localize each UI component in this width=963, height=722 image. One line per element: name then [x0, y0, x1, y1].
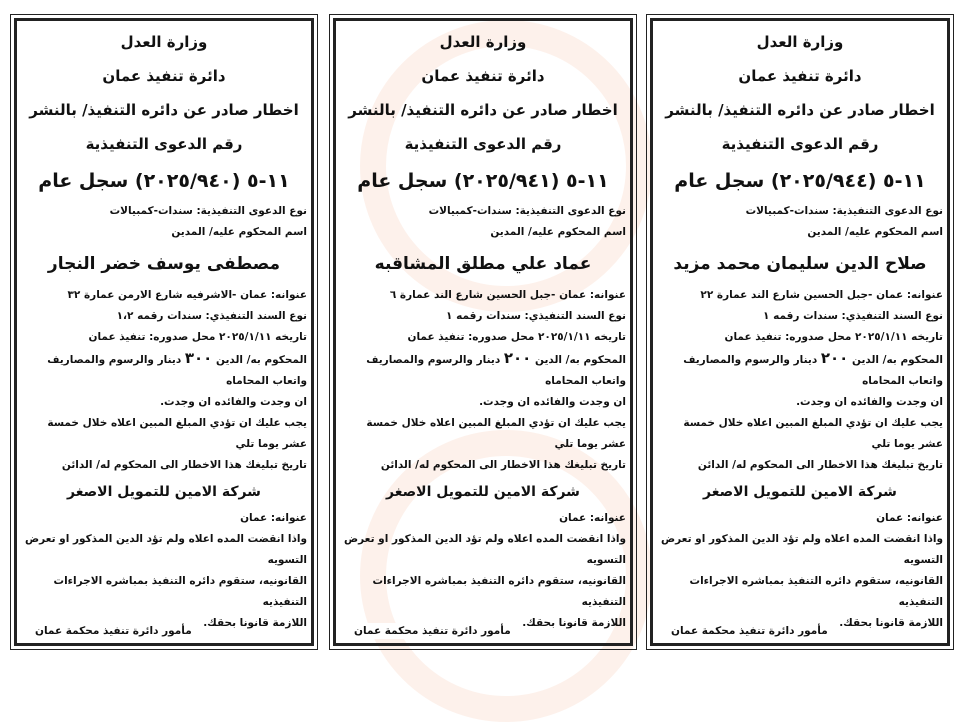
warning-line: واذا انقضت المده اعلاه ولم تؤد الدين المذكور او تعرض التسويه: [343, 533, 626, 566]
signature: مأمور دائرة تنفيذ محكمة عمان: [667, 623, 832, 639]
judgment-prefix: المحكوم به/ الدين: [216, 354, 307, 366]
date-line: تاريخه ٢٠٢٥/١/١١ محل صدوره: تنفيذ عمان: [88, 331, 307, 343]
judgment-suffix: دينار والرسوم والمصاريف واتعاب المحاماه: [47, 354, 307, 387]
warning-line: القانونيه، ستقوم دائره التنفيذ بمباشره الاجراءات التنفيذيه: [689, 575, 943, 608]
creditor-name: شركة الامين للتمويل الاصغر: [703, 484, 897, 500]
debtor-name: مصطفى يوسف خضر النجار: [47, 254, 281, 274]
debtor-address: عنوانه: عمان -الاشرفيه شارع الارمن عمارة ٣٢: [67, 289, 307, 301]
interest-line: ان وجدت والفائده ان وجدت.: [160, 396, 307, 408]
debtor-name: صلاح الدين سليمان محمد مزيد: [673, 254, 927, 274]
judgment-amount: ٣٠٠: [184, 349, 213, 367]
debtor-label: اسم المحكوم عليه/ المدين: [490, 226, 626, 238]
judgment-line: [17, 348, 311, 392]
judgment-amount: ٢٠٠: [820, 349, 849, 367]
legal-notice-panel: [333, 18, 633, 646]
ministry-heading: وزارة العدل: [439, 33, 527, 51]
department-heading: دائرة تنفيذ عمان: [102, 67, 226, 85]
case-number: ١١-٥ (٢٠٢٥/٩٤٠) سجل عام: [38, 170, 290, 192]
case-label: رقم الدعوى التنفيذية: [404, 135, 562, 153]
creditor-address: عنوانه: عمان: [559, 512, 626, 524]
case-type: نوع الدعوى التنفيذية: سندات-كمبيالات: [109, 205, 307, 217]
notice-title: اخطار صادر عن دائره التنفيذ/ بالنشر: [348, 101, 618, 119]
department-heading: دائرة تنفيذ عمان: [421, 67, 545, 85]
date-line: تاريخه ٢٠٢٥/١/١١ محل صدوره: تنفيذ عمان: [407, 331, 626, 343]
case-type: نوع الدعوى التنفيذية: سندات-كمبيالات: [745, 205, 943, 217]
warning-line: اللازمة قانونا بحقك.: [522, 617, 626, 629]
warning-line: اللازمة قانونا بحقك.: [203, 617, 307, 629]
date-line: تاريخه ٢٠٢٥/١/١١ محل صدوره: تنفيذ عمان: [724, 331, 943, 343]
interest-line: ان وجدت والفائده ان وجدت.: [796, 396, 943, 408]
payment-line: تاريخ تبليغك هذا الاخطار الى المحكوم له/ الدائن: [380, 459, 626, 471]
notice-title: اخطار صادر عن دائره التنفيذ/ بالنشر: [29, 101, 299, 119]
bond-type: نوع السند التنفيذي: سندات رقمه ١: [446, 310, 626, 322]
debtor-label: اسم المحكوم عليه/ المدين: [171, 226, 307, 238]
debtor-label: اسم المحكوم عليه/ المدين: [807, 226, 943, 238]
creditor-address: عنوانه: عمان: [876, 512, 943, 524]
bond-type: نوع السند التنفيذي: سندات رقمه ١: [763, 310, 943, 322]
payment-line: يجب عليك ان تؤدي المبلغ المبين اعلاه خلال خمسة عشر يوما تلي: [683, 417, 943, 450]
creditor-address: عنوانه: عمان: [240, 512, 307, 524]
creditor-name: شركة الامين للتمويل الاصغر: [67, 484, 261, 500]
legal-notice-panel: [14, 18, 314, 646]
warning-line: واذا انقضت المده اعلاه ولم تؤد الدين المذكور او تعرض التسويه: [660, 533, 943, 566]
case-type: نوع الدعوى التنفيذية: سندات-كمبيالات: [428, 205, 626, 217]
department-heading: دائرة تنفيذ عمان: [738, 67, 862, 85]
debtor-address: عنوانه: عمان -جبل الحسين شارع الند عمارة ٢٢: [700, 289, 943, 301]
notice-title: اخطار صادر عن دائره التنفيذ/ بالنشر: [665, 101, 935, 119]
payment-line: يجب عليك ان تؤدي المبلغ المبين اعلاه خلال خمسة عشر يوما تلي: [47, 417, 307, 450]
debtor-name: عماد علي مطلق المشاقبه: [374, 254, 592, 274]
case-number: ١١-٥ (٢٠٢٥/٩٤٤) سجل عام: [674, 170, 926, 192]
ministry-heading: وزارة العدل: [756, 33, 844, 51]
judgment-suffix: دينار والرسوم والمصاريف واتعاب المحاماه: [366, 354, 626, 387]
warning-line: اللازمة قانونا بحقك.: [839, 617, 943, 629]
interest-line: ان وجدت والفائده ان وجدت.: [479, 396, 626, 408]
judgment-suffix: دينار والرسوم والمصاريف واتعاب المحاماه: [683, 354, 943, 387]
judgment-prefix: المحكوم به/ الدين: [852, 354, 943, 366]
warning-line: واذا انقضت المده اعلاه ولم تؤد الدين المذكور او تعرض التسويه: [24, 533, 307, 566]
case-number: ١١-٥ (٢٠٢٥/٩٤١) سجل عام: [357, 170, 609, 192]
judgment-line: [653, 348, 947, 392]
payment-line: يجب عليك ان تؤدي المبلغ المبين اعلاه خلال خمسة عشر يوما تلي: [366, 417, 626, 450]
legal-notice-panel: [650, 18, 950, 646]
debtor-address: عنوانه: عمان -جبل الحسين شارع الند عمارة ٦: [389, 289, 626, 301]
case-label: رقم الدعوى التنفيذية: [85, 135, 243, 153]
signature: مأمور دائرة تنفيذ محكمة عمان: [31, 623, 196, 639]
warning-line: القانونيه، ستقوم دائره التنفيذ بمباشره الاجراءات التنفيذيه: [372, 575, 626, 608]
creditor-name: شركة الامين للتمويل الاصغر: [386, 484, 580, 500]
ministry-heading: وزارة العدل: [120, 33, 208, 51]
bond-type: نوع السند التنفيذي: سندات رقمه ١،٢: [116, 310, 307, 322]
warning-line: القانونيه، ستقوم دائره التنفيذ بمباشره الاجراءات التنفيذيه: [53, 575, 307, 608]
judgment-line: [336, 348, 630, 392]
payment-line: تاريخ تبليغك هذا الاخطار الى المحكوم له/ الدائن: [61, 459, 307, 471]
judgment-amount: ٢٠٠: [503, 349, 532, 367]
signature: مأمور دائرة تنفيذ محكمة عمان: [350, 623, 515, 639]
judgment-prefix: المحكوم به/ الدين: [535, 354, 626, 366]
case-label: رقم الدعوى التنفيذية: [721, 135, 879, 153]
payment-line: تاريخ تبليغك هذا الاخطار الى المحكوم له/ الدائن: [697, 459, 943, 471]
